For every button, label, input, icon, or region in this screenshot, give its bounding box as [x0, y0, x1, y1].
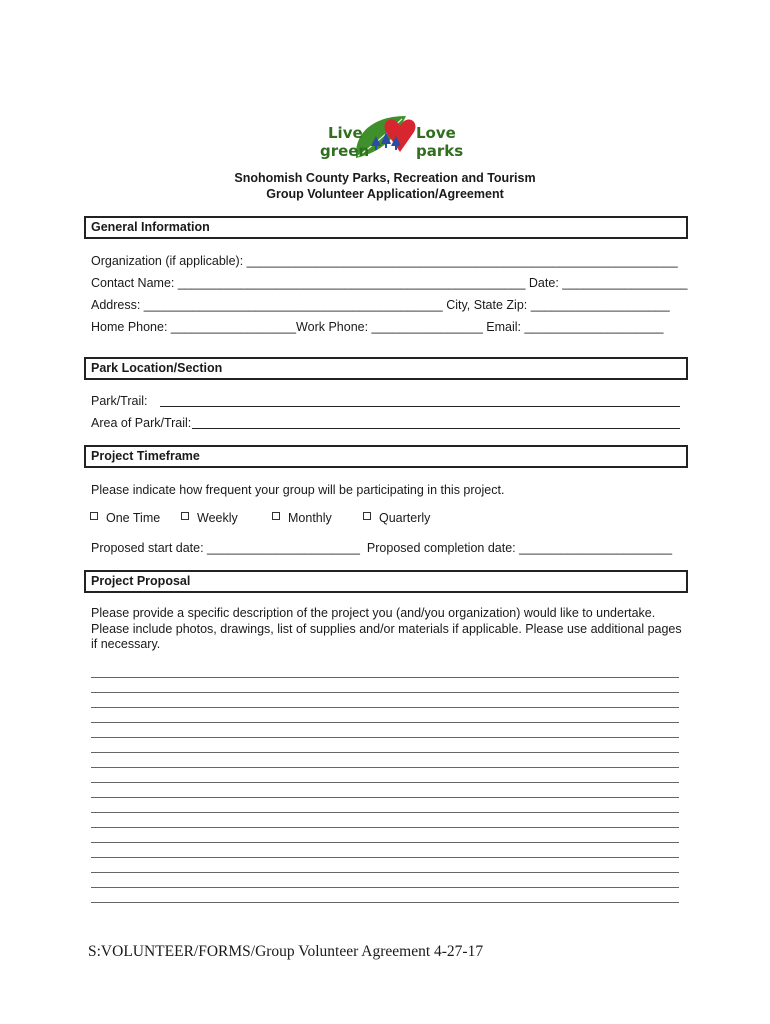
organization-field[interactable]: Organization (if applicable): ______________________________________________________________ [91, 254, 678, 268]
section-park-location [84, 357, 688, 380]
section-general-information [84, 216, 688, 239]
writing-line [91, 767, 679, 768]
writing-line [91, 812, 679, 813]
writing-line [91, 692, 679, 693]
writing-line [91, 752, 679, 753]
section-project-timeframe [84, 445, 688, 468]
section-heading: General Information [91, 220, 210, 234]
section-heading: Project Timeframe [91, 449, 200, 463]
checkbox-one-time[interactable]: One Time [90, 511, 160, 525]
writing-line [91, 902, 679, 903]
address-city-field[interactable]: Address: ___________________________________________ City, State Zip: ____________________ [91, 298, 670, 312]
form-title: Group Volunteer Application/Agreement [266, 187, 504, 201]
checkbox-icon [272, 512, 280, 520]
checkbox-quarterly[interactable]: Quarterly [363, 511, 430, 525]
section-project-proposal [84, 570, 688, 593]
writing-line [91, 677, 679, 678]
checkbox-icon [181, 512, 189, 520]
writing-line [91, 842, 679, 843]
writing-line [91, 737, 679, 738]
svg-text:parks: parks [416, 142, 464, 160]
live-green-love-parks-logo [318, 110, 464, 166]
writing-line [91, 707, 679, 708]
org-title: Snohomish County Parks, Recreation and Tourism [234, 171, 536, 185]
svg-text:green: green [320, 142, 370, 160]
writing-line [91, 722, 679, 723]
section-heading: Park Location/Section [91, 361, 223, 375]
phone-email-field[interactable]: Home Phone: __________________Work Phone: ________________ Email: ____________________ [91, 320, 664, 334]
frequency-question: Please indicate how frequent your group will be participating in this project. [91, 483, 505, 497]
checkbox-icon [90, 512, 98, 520]
writing-line [91, 797, 679, 798]
writing-line [91, 782, 679, 783]
checkbox-icon [363, 512, 371, 520]
area-input[interactable] [192, 428, 680, 429]
area-label: Area of Park/Trail: [91, 416, 192, 430]
checkbox-monthly[interactable]: Monthly [272, 511, 332, 525]
writing-line [91, 872, 679, 873]
svg-text:Love: Love [416, 124, 456, 142]
proposal-instructions: Please provide a specific description of the project you (and/you organization) would like to undertake. Please include photos, drawings, list of supplies and/or materials if applicable. Please use additional pages if necessary. [91, 606, 682, 651]
writing-line [91, 827, 679, 828]
footer-file-path: S:VOLUNTEER/FORMS/Group Volunteer Agreement 4-27-17 [88, 943, 484, 960]
checkbox-weekly[interactable]: Weekly [181, 511, 238, 525]
proposed-dates-field[interactable]: Proposed start date: ______________________ Proposed completion date: ______________________ [91, 541, 673, 555]
park-trail-label: Park/Trail: [91, 394, 148, 408]
contact-name-date-field[interactable]: Contact Name: __________________________________________________ Date: __________________ [91, 276, 688, 290]
section-heading: Project Proposal [91, 574, 191, 588]
park-trail-input[interactable] [160, 406, 680, 407]
writing-line [91, 887, 679, 888]
svg-text:Live: Live [328, 124, 363, 142]
writing-line [91, 857, 679, 858]
